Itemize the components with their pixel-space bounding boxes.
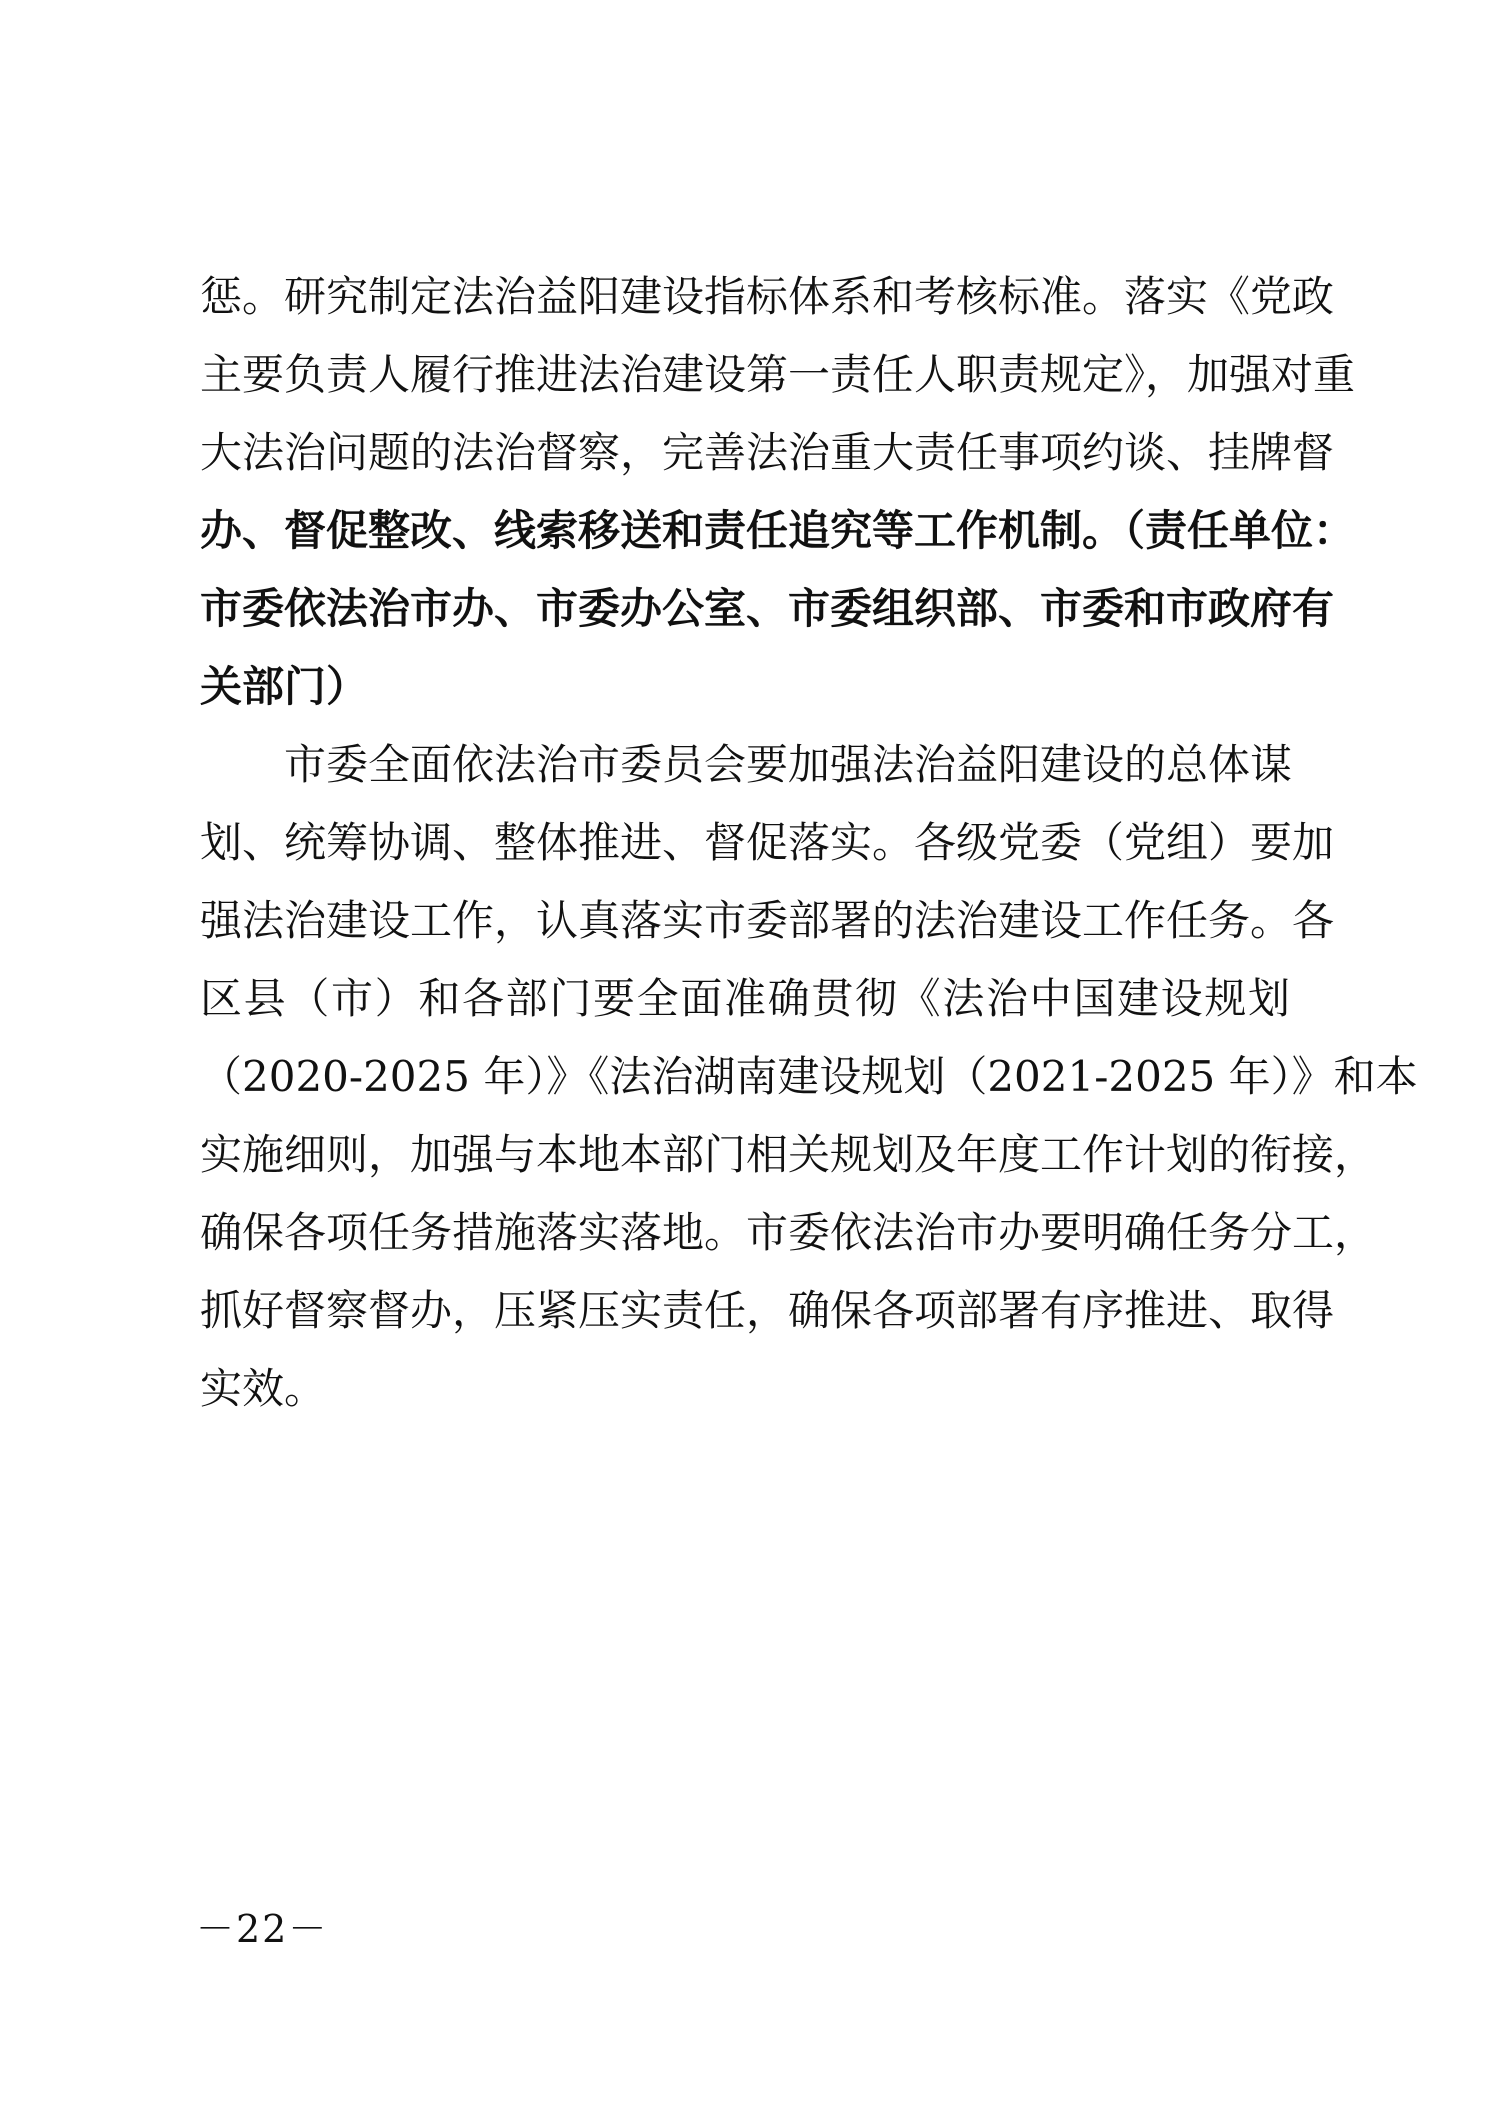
text-line: 区县（市）和各部门要全面准确贯彻《法治中国建设规划 [200,974,1290,1023]
text-line: 强法治建设工作，认真落实市委部署的法治建设工作任务。各 [200,896,1335,945]
text-line: 划、统筹协调、整体推进、督促落实。各级党委（党组）要加 [200,818,1335,867]
text-line: 大法治问题的法治督察，完善法治重大责任事项约谈、挂牌督 [200,428,1335,477]
text-line: 实施细则，加强与本地本部门相关规划及年度工作计划的衔接， [200,1130,1377,1179]
body-text [200,258,1418,1428]
text-line: 抓好督察督办，压紧压实责任，确保各项部署有序推进、取得 [200,1286,1335,1335]
text-line: 实效。 [200,1364,327,1413]
paragraph-first-line: 市委全面依法治市委员会要加强法治益阳建设的总体谋 [200,740,1293,789]
text-line: 关部门） [200,662,369,711]
page-number: －22－ [196,1907,329,1951]
text-line: 确保各项任务措施落实落地。市委依法治市办要明确任务分工， [200,1208,1377,1257]
text-line: 主要负责人履行推进法治建设第一责任人职责规定》，加强对重 [200,350,1356,399]
text-line: 办、督促整改、线索移送和责任追究等工作机制。（责任单位： [200,506,1356,555]
text-line: 惩。研究制定法治益阳建设指标体系和考核标准。落实《党政 [200,272,1335,321]
text-line: （2020-2025 年）》《法治湖南建设规划（2021-2025 年）》和本 [200,1052,1418,1101]
text-line: 市委依法治市办、市委办公室、市委组织部、市委和市政府有 [200,584,1335,633]
